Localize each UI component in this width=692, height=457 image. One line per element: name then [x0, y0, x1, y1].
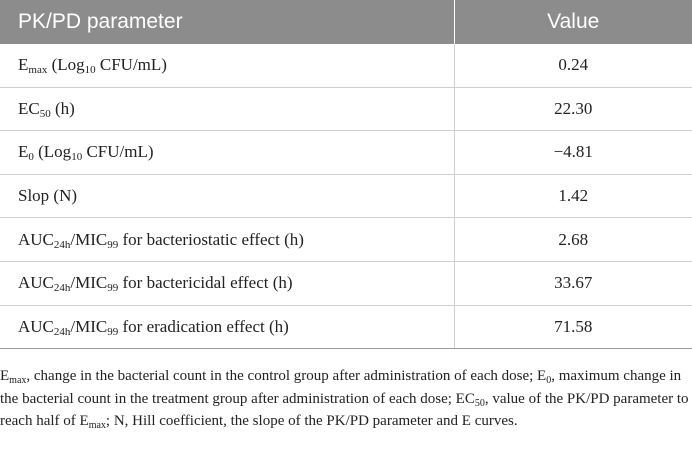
row-label-slop: Slop (N)	[0, 174, 454, 218]
row-label-bacteriostatic: $AUC_{24h}/MIC_{99}$ for bacteriostatic effect (h)	[0, 218, 454, 262]
row-label-eradication: $AUC_{24h}/MIC_{99}$ for eradication effect (h)	[0, 305, 454, 349]
row-label-emax: $E_{max}$ (Log$_{10}$ CFU/mL)	[0, 44, 454, 87]
row-value: 0.24	[558, 55, 589, 75]
row-value: 2.68	[454, 218, 692, 262]
table-row	[0, 174, 692, 218]
table-row	[0, 44, 692, 87]
table-footnote: $E_{max}$, change in the bacterial count in the control group after administration of each dose; $E_0$, maximum change in the bacterial count in the treatment group after administration of each dose; $EC_{50}$, value of the PK/PD parameter to reach half of $E_{max}$; N, Hill coefficient, the slope of the PK/PD parameter and E curves.	[0, 368, 689, 431]
table-row	[0, 218, 692, 262]
table-row	[0, 131, 692, 175]
table-row	[0, 261, 692, 305]
row-value: 71.58	[454, 305, 692, 349]
row-value: 33.67	[454, 261, 692, 305]
row-label-e0: $E_0$ (Log$_{10}$ CFU/mL)	[0, 131, 454, 175]
table-row	[0, 87, 692, 131]
header-parameter: PK/PD parameter	[0, 0, 454, 44]
row-value: 22.30	[454, 87, 692, 131]
row-label-ec50: $EC_{50}$ (h)	[0, 87, 454, 131]
header-value: Value	[454, 0, 692, 44]
header-row	[0, 0, 692, 44]
row-label-bactericidal: $AUC_{24h}/MIC_{99}$ for bactericidal effect (h)	[0, 261, 454, 305]
row-value: −4.81	[454, 131, 692, 175]
table-row	[0, 305, 692, 349]
row-value: 1.42	[454, 174, 692, 218]
